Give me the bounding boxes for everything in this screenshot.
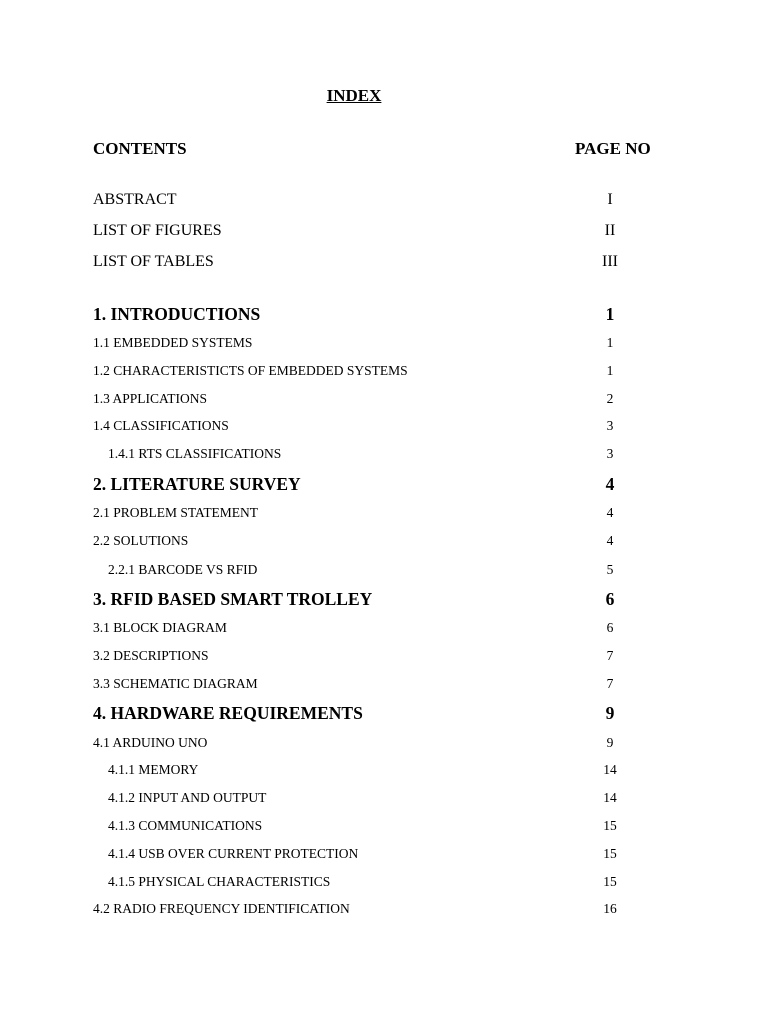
- toc-entry-page: 3: [606, 418, 614, 433]
- toc-entry-page: 3: [606, 446, 614, 461]
- toc-entry-page: 1: [606, 335, 614, 350]
- toc-entry-label: 4.1.3 COMMUNICATIONS: [108, 818, 263, 833]
- toc-entry-page: 16: [603, 901, 617, 916]
- toc-entry-label: 1.4 CLASSIFICATIONS: [93, 418, 229, 433]
- toc-entry-label: 4. HARDWARE REQUIREMENTS: [93, 703, 363, 723]
- toc-entry-page: 5: [606, 562, 614, 577]
- toc-entry-page: 6: [605, 589, 615, 609]
- toc-entry-label: 2. LITERATURE SURVEY: [93, 474, 301, 494]
- toc-entry-page: 4: [606, 533, 614, 548]
- page-no-heading: PAGE NO: [575, 139, 651, 158]
- toc-entry-page: 7: [606, 648, 614, 663]
- page-title: INDEX: [326, 86, 382, 105]
- toc-entry-label: 3.2 DESCRIPTIONS: [93, 648, 209, 663]
- toc-entry-label: 1. INTRODUCTIONS: [93, 304, 261, 324]
- toc-entry-page: 15: [603, 874, 617, 889]
- toc-entry-label: 4.1.1 MEMORY: [108, 762, 199, 777]
- toc-entry-label: 4.1 ARDUINO UNO: [93, 735, 208, 750]
- toc-entry-label: ABSTRACT: [93, 191, 177, 208]
- toc-entry-page: 15: [603, 846, 617, 861]
- toc-entry-label: 3. RFID BASED SMART TROLLEY: [93, 589, 373, 609]
- toc-entry-label: 1.4.1 RTS CLASSIFICATIONS: [108, 446, 282, 461]
- toc-entry-label: 2.2 SOLUTIONS: [93, 533, 189, 548]
- toc-entry-label: 1.2 CHARACTERISTICTS OF EMBEDDED SYSTEMS: [93, 363, 408, 378]
- toc-entry-page: I: [607, 191, 613, 208]
- toc-entry-label: 2.1 PROBLEM STATEMENT: [93, 505, 259, 520]
- toc-entry-page: 1: [606, 363, 614, 378]
- toc-entry-label: 4.1.4 USB OVER CURRENT PROTECTION: [108, 846, 359, 861]
- toc-entry-label: 4.1.2 INPUT AND OUTPUT: [108, 790, 267, 805]
- toc-entry-page: 1: [605, 304, 615, 324]
- toc-entry-page: 9: [605, 703, 615, 723]
- toc-entry-page: III: [602, 253, 618, 270]
- toc-entry-page: 15: [603, 818, 617, 833]
- toc-entry-page: 14: [603, 762, 617, 777]
- toc-entry-label: 3.1 BLOCK DIAGRAM: [93, 620, 227, 635]
- toc-entry-page: II: [604, 222, 616, 239]
- toc-entry-page: 4: [605, 474, 615, 494]
- toc-entry-page: 2: [606, 391, 614, 406]
- toc-entry-label: 1.3 APPLICATIONS: [93, 391, 208, 406]
- toc-entry-page: 7: [606, 676, 614, 691]
- toc-entry-label: 3.3 SCHEMATIC DIAGRAM: [93, 676, 258, 691]
- toc-entry-page: 14: [603, 790, 617, 805]
- toc-entry-page: 4: [606, 505, 614, 520]
- contents-heading: CONTENTS: [93, 139, 187, 158]
- toc-entry-label: 1.1 EMBEDDED SYSTEMS: [93, 335, 253, 350]
- toc-entry-page: 9: [606, 735, 614, 750]
- toc-entry-label: 2.2.1 BARCODE VS RFID: [108, 562, 258, 577]
- toc-entry-label: LIST OF FIGURES: [93, 222, 222, 239]
- toc-entry-label: 4.2 RADIO FREQUENCY IDENTIFICATION: [93, 901, 350, 916]
- toc-entry-label: LIST OF TABLES: [93, 253, 214, 270]
- toc-entry-page: 6: [606, 620, 614, 635]
- toc-entry-label: 4.1.5 PHYSICAL CHARACTERISTICS: [108, 874, 331, 889]
